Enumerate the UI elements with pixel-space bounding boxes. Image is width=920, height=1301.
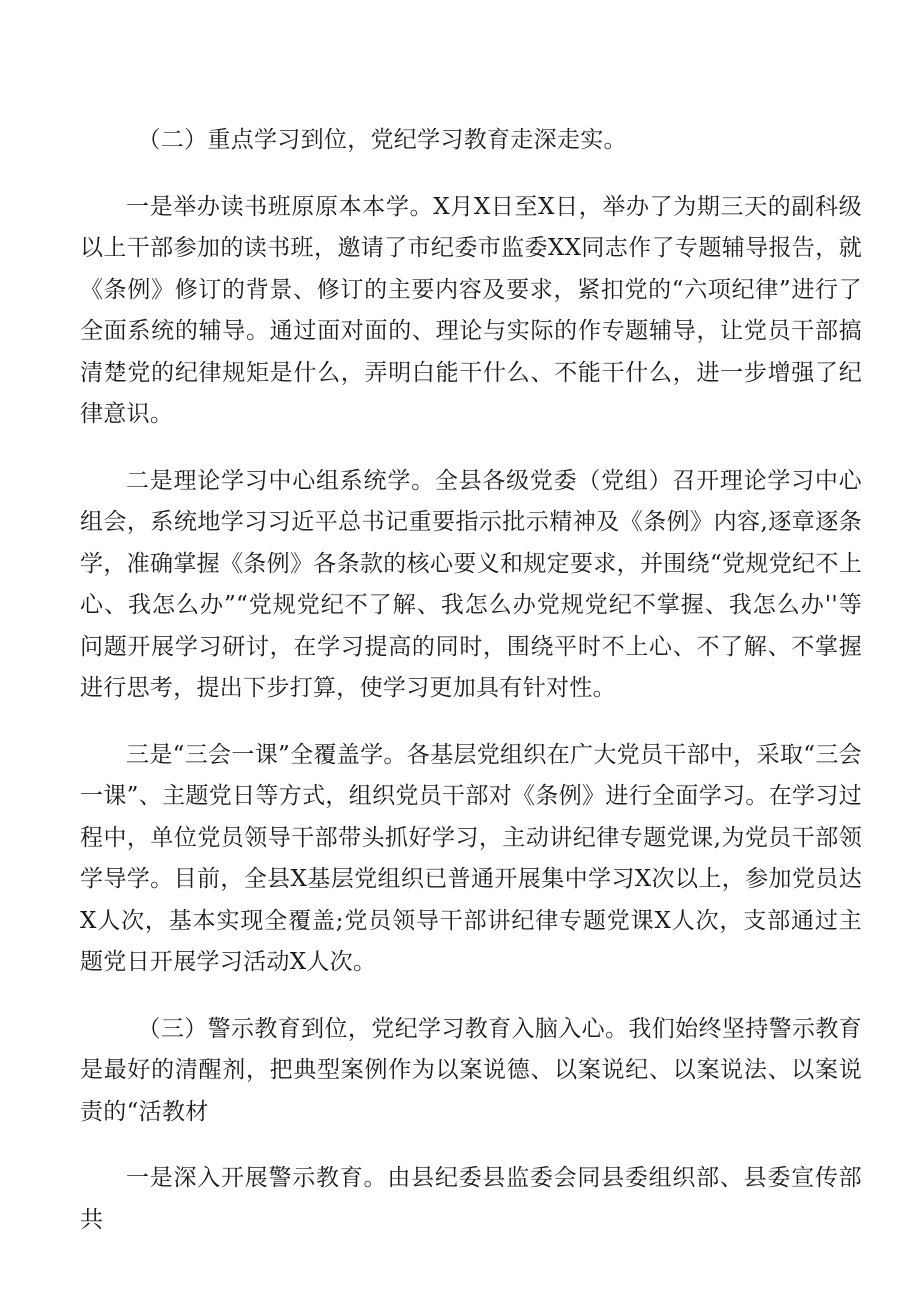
section-heading-2: （二）重点学习到位，党纪学习教育走深走实。 (137, 127, 627, 153)
section-heading-3: （三）警示教育到位，党纪学习教育入脑入心。我们始终坚持警示教育是最好的清醒剂，把典型案例作为以案说德、以案说纪、以案说法、以案说责的“活教材 (80, 1015, 862, 1125)
paragraph-reading-class: 一是举办读书班原原本本学。X月X日至X日，举办了为期三天的副科级以上干部参加的读书班，邀请了市纪委市监委XX同志作了专题辅导报告，就《条例》修订的背景、修订的主要内容及要求，紧扣党的“六项纪律”进行了全面系统的辅导。通过面对面的、理论与实际的作专题辅导，让党员干部搞清楚党的纪律规矩是什么，弄明白能干什么、不能干什么，进一步增强了纪律意识。 (80, 193, 862, 427)
paragraph-warning-education: 一是深入开展警示教育。由县纪委县监委会同县委组织部、县委宣传部共 (80, 1165, 862, 1233)
paragraph-three-meetings: 三是“三会一课”全覆盖学。各基层党组织在广大党员干部中，采取“三会一课”、主题党日等方式，组织党员干部对《条例》进行全面学习。在学习过程中，单位党员领导干部带头抓好学习，主动讲纪律专题党课,为党员干部领学导学。目前，全县X基层党组织已普通开展集中学习X次以上，参加党员达X人次，基本实现全覆盖;党员领导干部讲纪律专题党课X人次，支部通过主题党日开展学习活动X人次。 (80, 741, 862, 975)
paragraph-theory-study: 二是理论学习中心组系统学。全县各级党委（党组）召开理论学习中心组会，系统地学习习近平总书记重要指示批示精神及《条例》内容,逐章逐条学，准确掌握《条例》各条款的核心要义和规定要求，并围绕“党规党纪不上心、我怎么办”“党规党纪不了解、我怎么办党规党纪不掌握、我怎么办''等问题开展学习研讨，在学习提高的同时，围绕平时不上心、不了解、不掌握进行思考，提出下步打算，使学习更加具有针对性。 (80, 467, 862, 701)
